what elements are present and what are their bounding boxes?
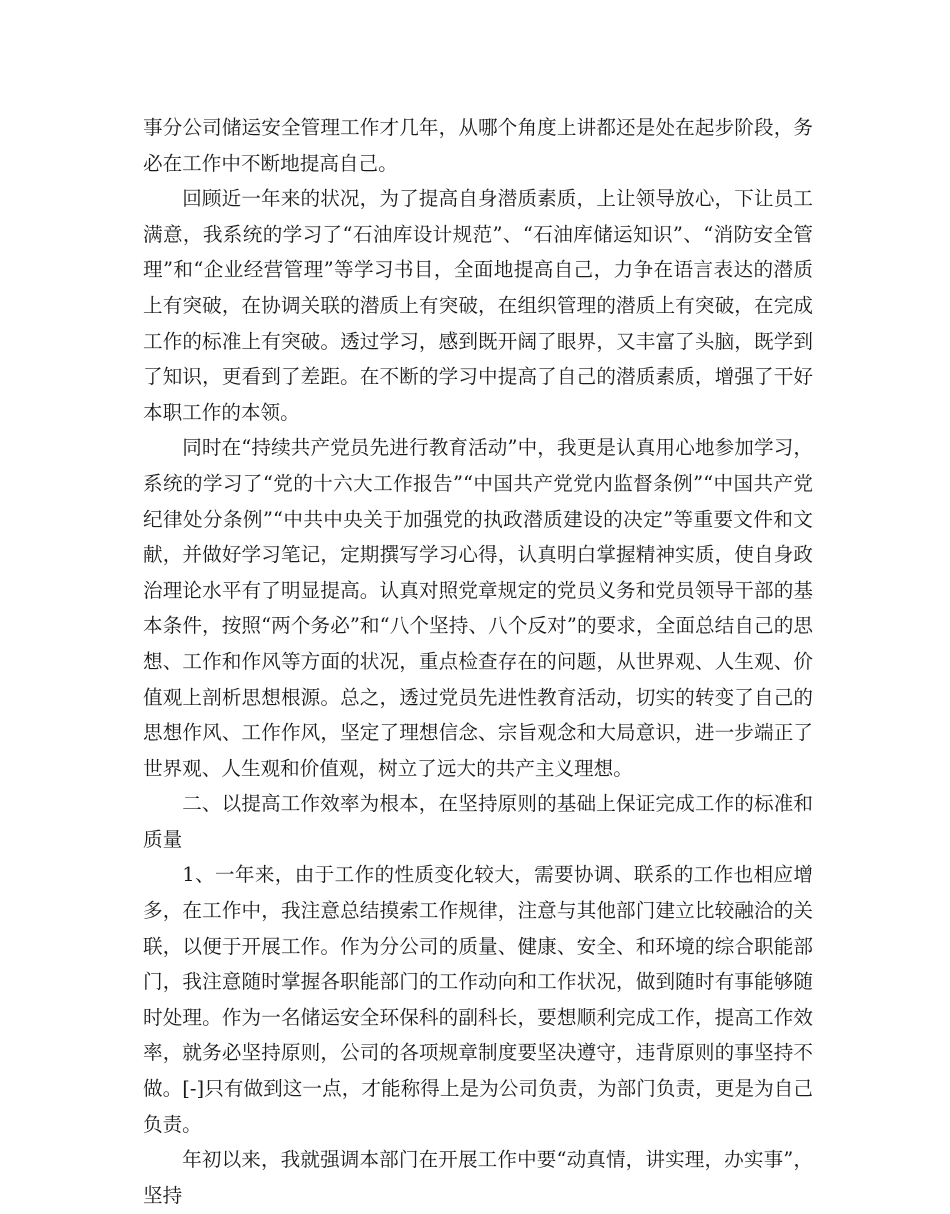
paragraph-3: 同时在“持续共产党员先进行教育活动”中，我更是认真用心地参加学习，系统的学习了“党的十六大工作报告”“中国共产党党内监督条例”“中国共产党纪律处分条例”“中共中央关于加强党的执政潜质建设的决定”等重要文件和文献，并做好学习笔记，定期撰写学习心得，认真明白掌握精神实质，使自身政治理论水平有了明显提高。认真对照党章规定的党员义务和党员领导干部的基本条件，按照“两个务必”和“八个坚持、八个反对”的要求，全面总结自己的思想、工作和作风等方面的状况，重点检查存在的问题，从世界观、人生观、价值观上剖析思想根源。总之，透过党员先进性教育活动，切实的转变了自己的思想作风、工作作风，坚定了理想信念、宗旨观念和大局意识，进一步端正了世界观、人生观和价值观，树立了远大的共产主义理想。 <box>143 436 813 780</box>
paragraph-4: 1、一年来，由于工作的性质变化较大，需要协调、联系的工作也相应增多，在工作中，我注意总结摸索工作规律，注意与其他部门建立比较融洽的关联，以便于开展工作。作为分公司的质量、健康、安全、和环境的综合职能部门，我注意随时掌握各职能部门的工作动向和工作状况，做到随时有事能够随时处理。作为一名储运安全环保科的副科长，要想顺利完成工作，提高工作效率，就务必坚持原则，公司的各项规章制度要坚决遵守，违背原则的事坚持不做。[-]只有做到这一点，才能称得上是为公司负责，为部门负责，更是为自己负责。 <box>143 863 813 1136</box>
paragraph-1: 事分公司储运安全管理工作才几年，从哪个角度上讲都还是处在起步阶段，务必在工作中不断地提高自己。 <box>143 116 813 175</box>
paragraph-5: 年初以来，我就强调本部门在开展工作中要“动真情，讲实理，办实事”，坚持 <box>143 1148 813 1207</box>
section-heading-2: 二、以提高工作效率为根本，在坚持原则的基础上保证完成工作的标准和质量 <box>143 792 813 851</box>
paragraph-2: 回顾近一年来的状况，为了提高自身潜质素质，上让领导放心，下让员工满意，我系统的学习了“石油库设计规范”、“石油库储运知识”、“消防安全管理”和“企业经营管理”等学习书目，全面地提高自己，力争在语言表达的潜质上有突破，在协调关联的潜质上有突破，在组织管理的潜质上有突破，在完成工作的标准上有突破。透过学习，感到既开阔了眼界，又丰富了头脑，既学到了知识，更看到了差距。在不断的学习中提高了自己的潜质素质，增强了干好本职工作的本领。 <box>143 187 813 424</box>
document-body <box>143 110 813 1213</box>
